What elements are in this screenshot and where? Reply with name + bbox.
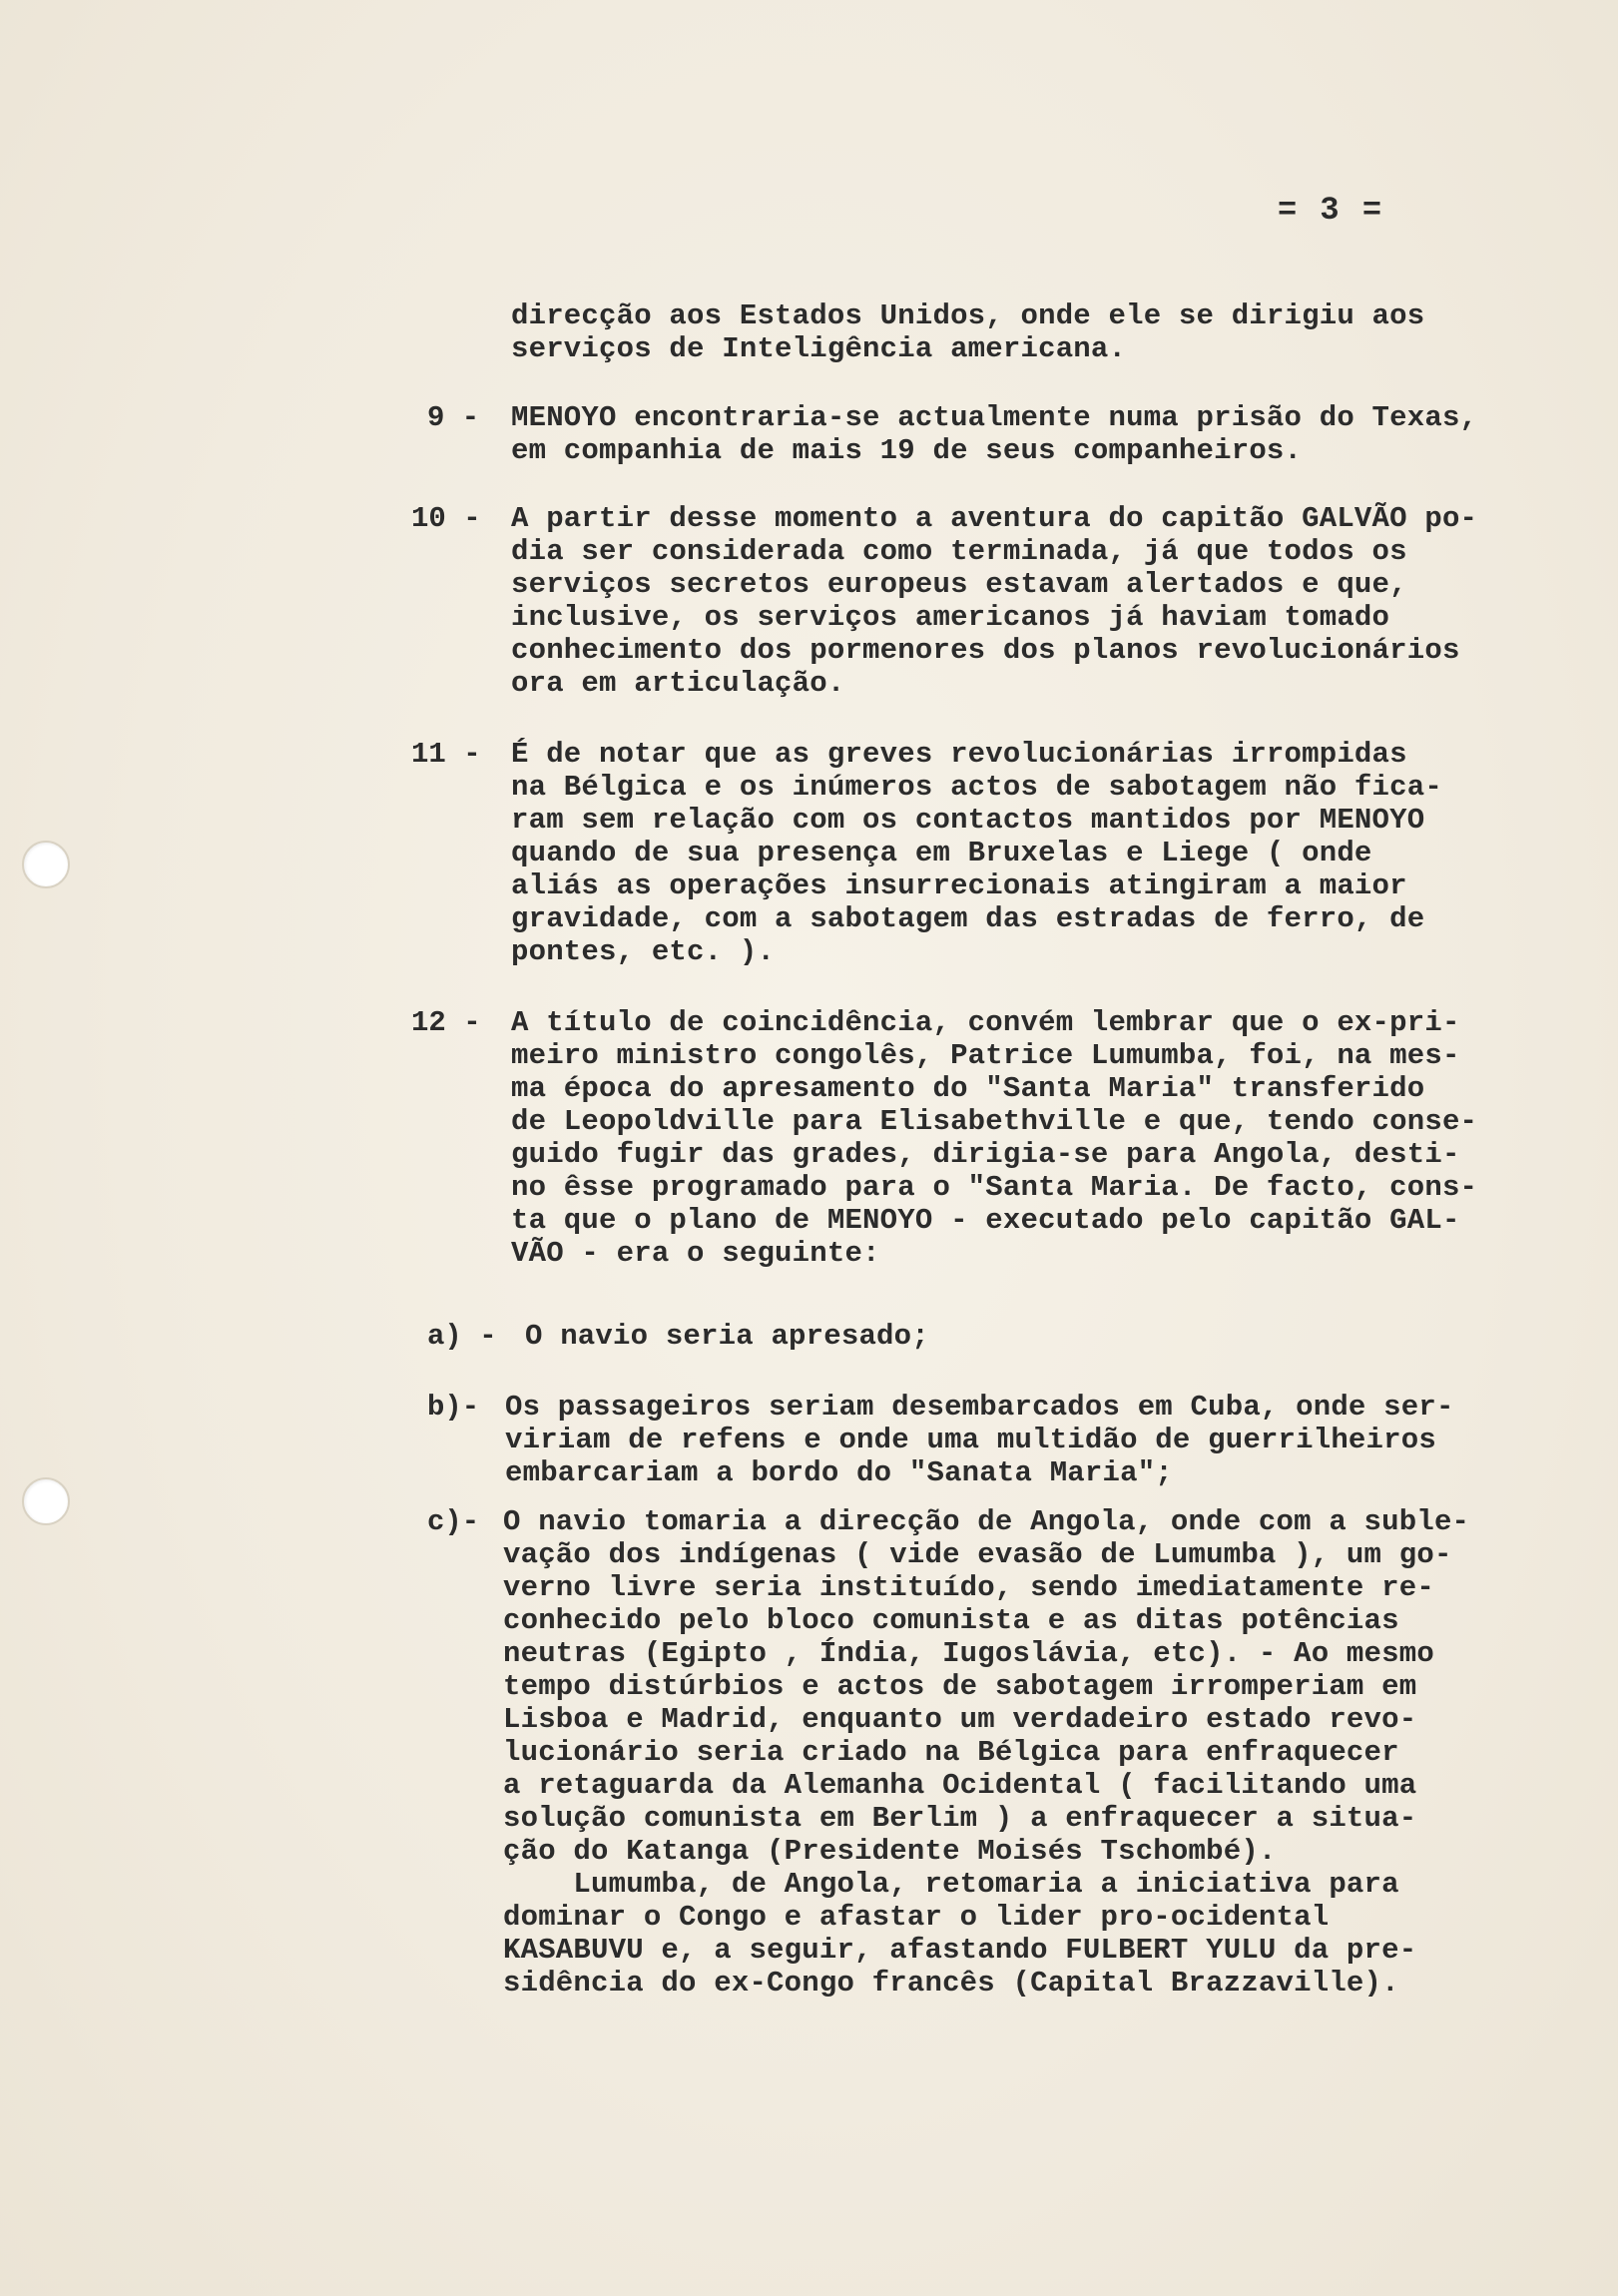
text-line: solução comunista em Berlim ) a enfraquecer a situa-: [503, 1802, 1417, 1835]
text-line: vação dos indígenas ( vide evasão de Lumumba ), um go-: [503, 1538, 1452, 1571]
text-line: a retaguarda da Alemanha Ocidental ( facilitando uma: [503, 1769, 1417, 1802]
page-number: = 3 =: [1278, 192, 1384, 229]
text-line: dominar o Congo e afastar o lider pro-ocidental: [503, 1901, 1330, 1934]
text-line: conhecimento dos pormenores dos planos revolucionários: [511, 634, 1460, 667]
text-line: neutras (Egipto , Índia, Iugoslávia, etc). - Ao mesmo: [503, 1637, 1434, 1670]
text-line: É de notar que as greves revolucionárias irrompidas: [511, 738, 1407, 771]
text-line: meiro ministro congolês, Patrice Lumumba, foi, na mes-: [511, 1039, 1460, 1072]
text-line: Os passageiros seriam desembarcados em Cuba, onde ser-: [505, 1391, 1454, 1424]
text-line: na Bélgica e os inúmeros actos de sabotagem não fica-: [511, 771, 1442, 804]
text-line: no êsse programado para o "Santa Maria. De facto, cons-: [511, 1171, 1478, 1204]
text-line: verno livre seria instituído, sendo imediatamente re-: [503, 1571, 1434, 1604]
text-line: ta que o plano de MENOYO - executado pelo capitão GAL-: [511, 1204, 1460, 1237]
item-number: 9 -: [427, 401, 480, 434]
punch-hole-bottom: [22, 1477, 70, 1525]
text-line: direcção aos Estados Unidos, onde ele se dirigiu aos: [511, 299, 1425, 332]
text-line: de Leopoldville para Elisabethville e que, tendo conse-: [511, 1105, 1478, 1138]
text-line: ção do Katanga (Presidente Moisés Tschombé).: [503, 1835, 1277, 1868]
sub-item-label: b)-: [427, 1391, 480, 1424]
text-line: ora em articulação.: [511, 667, 845, 700]
text-line: inclusive, os serviços americanos já haviam tomado: [511, 601, 1390, 634]
punch-hole-top: [22, 841, 70, 888]
intro-paragraph: [511, 299, 1424, 365]
text-line: pontes, etc. ).: [511, 935, 776, 968]
sub-item-paragraph: [503, 1505, 1469, 2000]
text-line: aliás as operações insurrecionais atingiram a maior: [511, 869, 1407, 902]
sub-item-label: a) -: [427, 1320, 497, 1353]
text-line: Lumumba, de Angola, retomaria a iniciativa para: [503, 1868, 1399, 1901]
text-line: sidência do ex-Congo francês (Capital Brazzaville).: [503, 1967, 1399, 2000]
text-line: quando de sua presença em Bruxelas e Liege ( onde: [511, 837, 1372, 869]
text-line: Lisboa e Madrid, enquanto um verdadeiro estado revo-: [503, 1703, 1417, 1736]
numbered-paragraph: [511, 1006, 1477, 1270]
text-line: embarcariam a bordo do "Sanata Maria";: [505, 1456, 1173, 1489]
text-line: conhecido pelo bloco comunista e as ditas potências: [503, 1604, 1399, 1637]
text-line: MENOYO encontraria-se actualmente numa prisão do Texas,: [511, 401, 1478, 434]
sub-item-label: c)-: [427, 1505, 480, 1538]
text-line: O navio tomaria a direcção de Angola, onde com a suble-: [503, 1505, 1470, 1538]
text-line: guido fugir das grades, dirigia-se para Angola, desti-: [511, 1138, 1460, 1171]
text-line: ram sem relação com os contactos mantidos por MENOYO: [511, 804, 1425, 837]
text-line: dia ser considerada como terminada, já que todos os: [511, 535, 1407, 568]
numbered-paragraph: [511, 738, 1442, 968]
item-number: 12 -: [411, 1006, 481, 1039]
text-line: serviços secretos europeus estavam alertados e que,: [511, 568, 1407, 601]
text-line: A título de coincidência, convém lembrar que o ex-pri-: [511, 1006, 1460, 1039]
sub-item-paragraph: [505, 1391, 1454, 1489]
text-line: lucionário seria criado na Bélgica para enfraquecer: [503, 1736, 1399, 1769]
text-line: viriam de refens e onde uma multidão de guerrilheiros: [505, 1424, 1436, 1456]
text-line: ma época do apresamento do "Santa Maria" transferido: [511, 1072, 1425, 1105]
text-line: KASABUVU e, a seguir, afastando FULBERT YULU da pre-: [503, 1934, 1417, 1967]
sub-item-paragraph: [525, 1320, 929, 1353]
text-line: tempo distúrbios e actos de sabotagem irromperiam em: [503, 1670, 1417, 1703]
numbered-paragraph: [511, 401, 1477, 467]
text-line: serviços de Inteligência americana.: [511, 332, 1127, 365]
item-number: 11 -: [411, 738, 481, 771]
text-line: em companhia de mais 19 de seus companheiros.: [511, 434, 1303, 467]
text-line: VÃO - era o seguinte:: [511, 1237, 880, 1270]
text-line: A partir desse momento a aventura do capitão GALVÃO po-: [511, 502, 1478, 535]
item-number: 10 -: [411, 502, 481, 535]
numbered-paragraph: [511, 502, 1477, 700]
text-line: gravidade, com a sabotagem das estradas de ferro, de: [511, 902, 1425, 935]
text-line: O navio seria apresado;: [525, 1320, 929, 1353]
